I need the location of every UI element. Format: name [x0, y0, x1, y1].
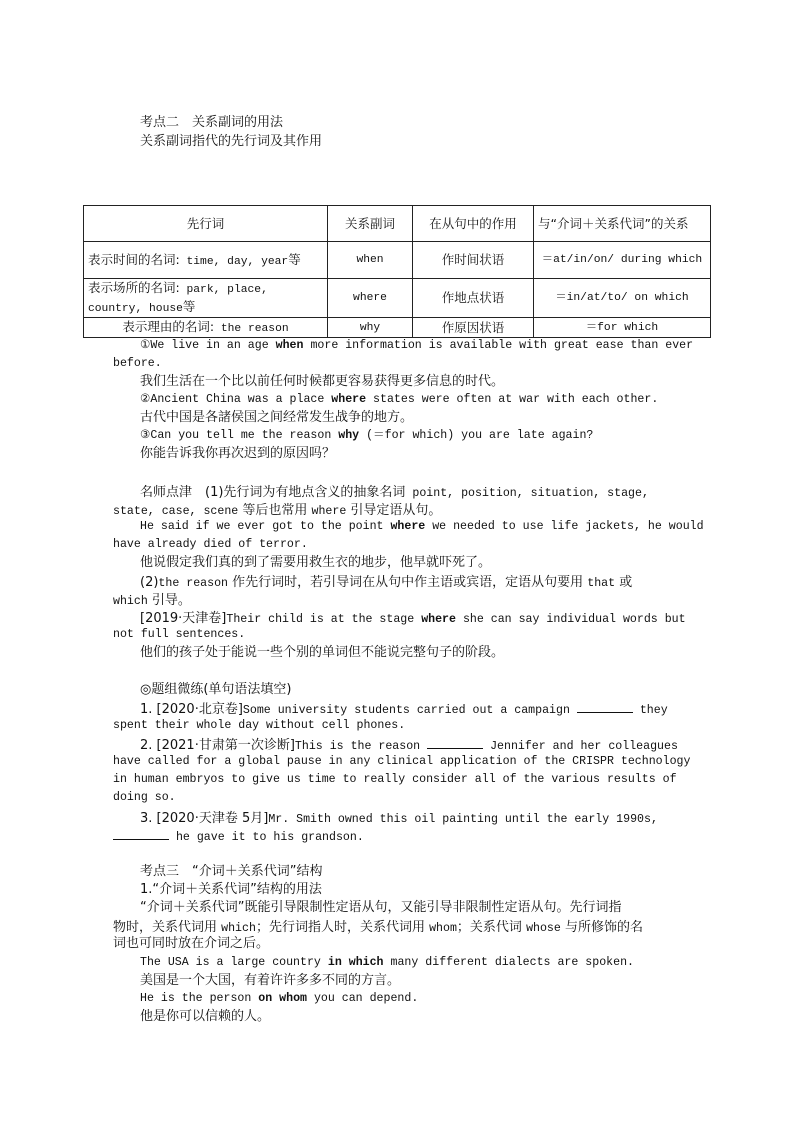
role-cell: 作地点状语	[413, 279, 534, 318]
table-row	[84, 242, 711, 279]
section3-subtitle: 1.“介词＋关系代词”结构的用法	[140, 882, 322, 897]
tip-2-cont: which 引导。	[113, 593, 191, 608]
adverb-cell: why	[328, 318, 413, 338]
example-2: ②Ancient China was a place where states were often at war with each other.	[140, 393, 659, 406]
header-equivalent: 与“介词＋关系代词”的关系	[534, 206, 711, 242]
table-row	[84, 318, 711, 338]
example-1-translation: 我们生活在一个比以前任何时候都更容易获得更多信息的时代。	[140, 374, 505, 389]
tip-2: (2)the reason 作先行词时，若引导词在从句中作主语或宾语，定语从句要用 that 或	[140, 575, 633, 590]
example-1-cont: before.	[113, 357, 162, 370]
antecedent-tail: 等	[182, 299, 196, 314]
section2-title: 考点二 关系副词的用法	[140, 115, 284, 130]
table-header-row	[84, 206, 711, 242]
question-3: 3. [2020·天津卷 5月]Mr. Smith owned this oil painting until the early 1990s,	[140, 811, 658, 826]
antecedent-en: time, day, year	[179, 255, 289, 268]
example-1: ①We live in an age when more information is available with great ease than ever	[140, 339, 694, 352]
answer-blank[interactable]	[427, 736, 483, 749]
question-2-cont: in human embryos to give us time to really consider all of the various results of	[113, 773, 677, 786]
question-3-cont: he gave it to his grandson.	[113, 826, 364, 847]
tip-1-translation: 他说假定我们真的到了需要用救生衣的地步，他早就吓死了。	[140, 555, 492, 570]
antecedent-cell	[84, 318, 328, 338]
table-row	[84, 279, 711, 318]
antecedent-en: the reason	[214, 323, 289, 335]
tip-1: 名师点津 (1)先行词为有地点含义的抽象名词 point, position, situation, stage,	[140, 485, 649, 500]
equivalent-cell: ＝in/at/to/ on which	[534, 279, 711, 318]
adverb-cell: where	[328, 279, 413, 318]
antecedent-en: park, place, country, house	[88, 284, 268, 315]
header-adverb: 关系副词	[328, 206, 413, 242]
question-2: 2. [2021·甘肃第一次诊断]This is the reason Jennifer and her colleagues	[140, 738, 678, 753]
header-role: 在从句中的作用	[413, 206, 534, 242]
practice-title: ◎题组微练(单句语法填空)	[140, 682, 292, 697]
antecedent-cn: 表示理由的名词:	[122, 319, 215, 334]
example-2-translation: 古代中国是各諸侯国之间经常发生战争的地方。	[140, 410, 414, 425]
section3-paragraph-cont: 物时，关系代词用 which；先行词指人时，关系代词用 whom；关系代词 whose 与所修饰的名	[113, 920, 643, 935]
role-cell: 作原因状语	[413, 318, 534, 338]
example-3: ③Can you tell me the reason why (＝for which) you are late again?	[140, 429, 594, 442]
section2-subtitle: 关系副词指代的先行词及其作用	[140, 134, 323, 149]
answer-blank[interactable]	[577, 700, 633, 713]
antecedent-cn: 表示场所的名词:	[88, 280, 180, 295]
antecedent-cn: 表示时间的名词:	[88, 251, 180, 267]
question-2-cont: have called for a global pause in any clinical application of the CRISPR technology	[113, 755, 691, 768]
header-antecedent: 先行词	[84, 206, 328, 242]
antecedent-cell	[84, 242, 328, 279]
equivalent-cell: ＝at/in/on/ during which	[534, 242, 711, 279]
tip-2-sentence: [2019·天津卷]Their child is at the stage where she can say individual words but	[140, 611, 686, 626]
question-1: 1. [2020·北京卷]Some university students carried out a campaign they	[140, 702, 668, 717]
adverb-cell: when	[328, 242, 413, 279]
section3-paragraph-cont: 词也可同时放在介词之后。	[113, 936, 270, 951]
antecedent-tail: 等	[288, 251, 301, 267]
answer-blank[interactable]	[113, 827, 169, 840]
tip-2-translation: 他们的孩子处于能说一些个别的单词但不能说完整句子的阶段。	[140, 645, 505, 660]
tip-2-sentence-cont: not full sentences.	[113, 628, 246, 641]
section3-example-2: He is the person on whom you can depend.	[140, 992, 419, 1005]
section3-example-1: The USA is a large country in which many different dialects are spoken.	[140, 956, 634, 969]
section3-example-1-translation: 美国是一个大国，有着许许多多不同的方言。	[140, 973, 401, 988]
equivalent-cell: ＝for which	[534, 318, 711, 338]
tip-1-cont: state, case, scene 等后也常用 where 引导定语从句。	[113, 503, 442, 518]
relative-adverb-table	[83, 205, 711, 338]
role-cell: 作时间状语	[413, 242, 534, 279]
example-3-translation: 你能告诉我你再次迟到的原因吗？	[140, 446, 336, 461]
section3-paragraph: “介词＋关系代词”既能引导限制性定语从句，又能引导非限制性定语从句。先行词指	[140, 900, 622, 915]
tip-1-sentence-cont: have already died of terror.	[113, 538, 308, 551]
question-1-cont: spent their whole day without cell phones.	[113, 719, 406, 732]
antecedent-cell	[84, 279, 328, 318]
question-2-cont: doing so.	[113, 791, 176, 804]
section3-example-2-translation: 他是你可以信赖的人。	[140, 1009, 271, 1024]
section3-title: 考点三 “介词＋关系代词”结构	[140, 864, 323, 879]
tip-1-sentence: He said if we ever got to the point where we needed to use life jackets, he would	[140, 520, 704, 533]
